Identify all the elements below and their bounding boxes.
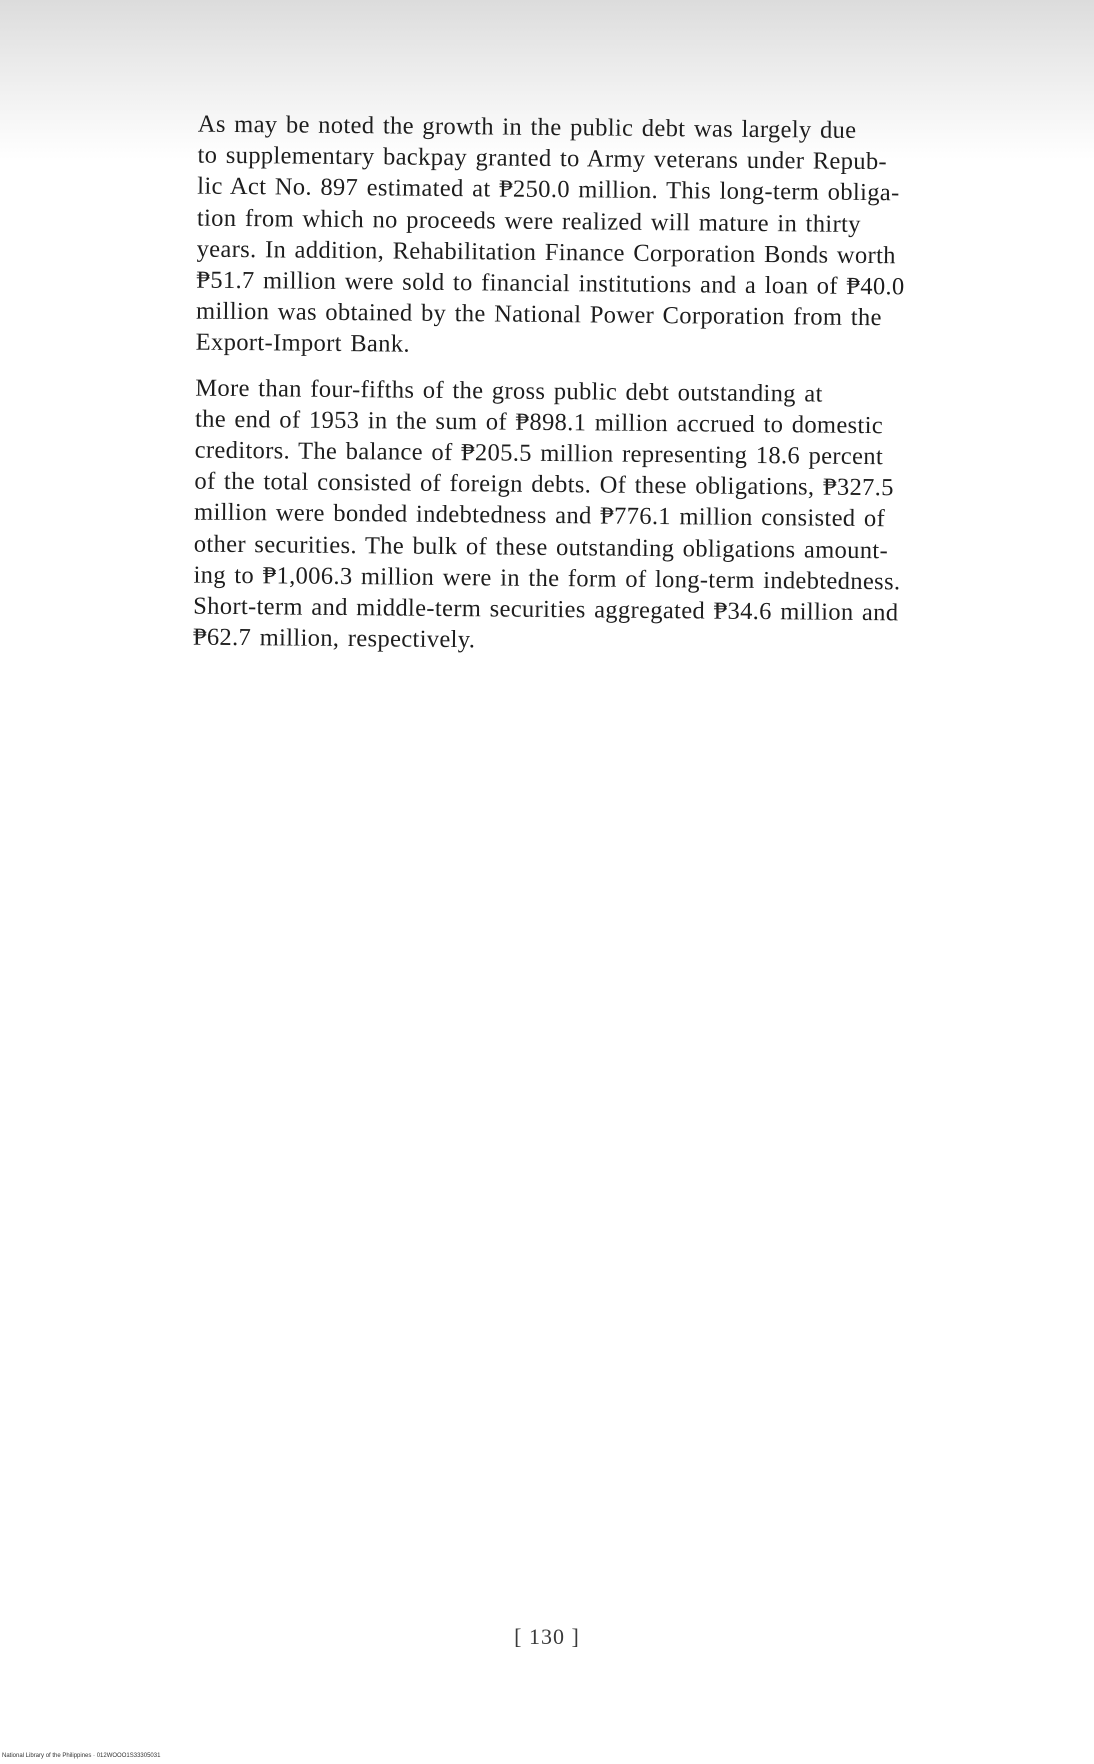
- text-line: ₱62.7 million, respectively.: [192, 623, 476, 654]
- text-line: Short-term and middle-term securities aggregated ₱34.6 million and: [193, 592, 899, 627]
- text-line: creditors. The balance of ₱205.5 million representing 18.6 percent: [194, 436, 884, 471]
- text-line: ing to ₱1,006.3 million were in the form of long-term indebtedness.: [193, 561, 901, 596]
- text-line: tion from which no proceeds were realized will mature in thirty: [196, 204, 861, 238]
- text-line: Export-Import Bank.: [195, 329, 411, 359]
- text-line: years. In addition, Rehabilitation Finance Corporation Bonds worth: [196, 235, 896, 270]
- text-line: of the total consisted of foreign debts. Of these obligations, ₱327.5: [194, 467, 894, 502]
- text-line: ₱51.7 million were sold to financial institutions and a loan of ₱40.0: [196, 266, 905, 301]
- text-line: the end of 1953 in the sum of ₱898.1 million accrued to domestic: [194, 405, 884, 440]
- body-text: [131, 108, 1052, 675]
- text-line: More than four-fifths of the gross public debt outstanding at: [195, 374, 823, 408]
- text-line: other securities. The bulk of these outstanding obligations amount-: [193, 530, 889, 564]
- page-number: [ 130 ]: [514, 1624, 580, 1649]
- text-line: As may be noted the growth in the public debt was largely due: [197, 110, 857, 144]
- paragraph-debt-composition: [131, 372, 1050, 662]
- scan-credit: National Library of the Philippines · 012WOOO1S33305031: [2, 1753, 161, 1759]
- text-line: million were bonded indebtedness and ₱776.1 million consisted of: [193, 499, 886, 533]
- text-line: million was obtained by the National Power Corporation from the: [195, 297, 882, 332]
- text-line: lic Act No. 897 estimated at ₱250.0 million. This long-term obliga-: [197, 172, 900, 207]
- text-line: to supplementary backpay granted to Army veterans under Repub-: [197, 141, 888, 176]
- paragraph-public-debt-growth: [134, 108, 1052, 366]
